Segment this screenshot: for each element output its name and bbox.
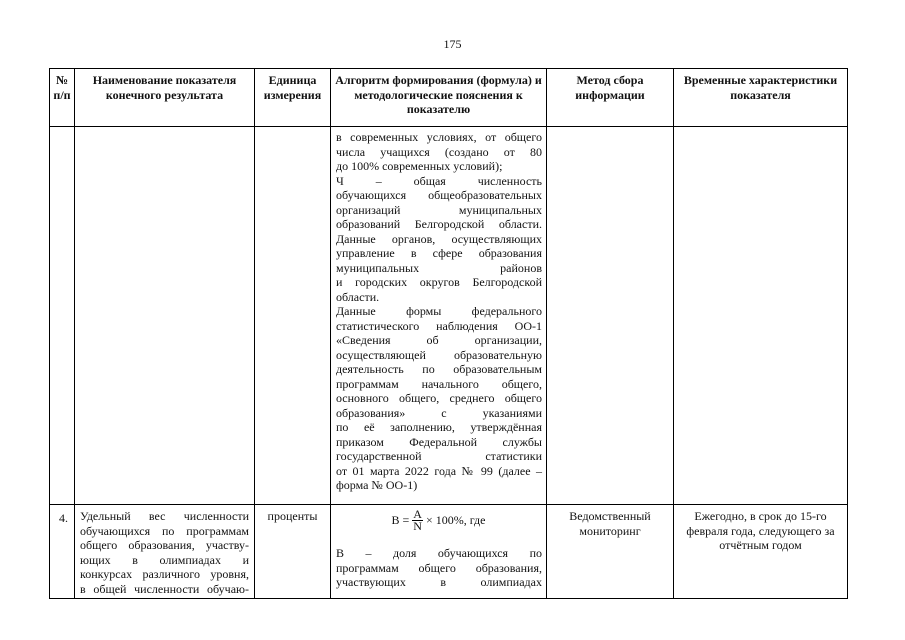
algorithm-line: программам начального общего, bbox=[336, 376, 542, 391]
row4-method: Ведомственный мониторинг bbox=[547, 505, 674, 599]
continued-num-cell bbox=[50, 127, 75, 505]
algorithm-line: «Сведения об организации, bbox=[336, 333, 542, 347]
page-number: 175 bbox=[443, 37, 462, 51]
formula-lhs: B = bbox=[391, 513, 410, 528]
algorithm-line: основного общего, среднего общего bbox=[336, 391, 542, 405]
table-row-continued bbox=[50, 127, 848, 505]
row4-algorithm-cell bbox=[331, 505, 547, 599]
algorithm-line: муниципальных районов bbox=[336, 260, 542, 275]
formula-denominator: N bbox=[413, 519, 422, 533]
row4-num: 4. bbox=[50, 505, 75, 599]
algorithm-line: области. bbox=[336, 289, 380, 304]
header-num: № п/п bbox=[50, 69, 75, 127]
algorithm-line: Ч – общая численность bbox=[336, 173, 542, 188]
row4-formula bbox=[331, 505, 546, 538]
row4-timing: Ежегодно, в срок до 15-го февраля года, следующего за отчётным годом bbox=[674, 505, 848, 599]
algorithm-line: обучающихся общеобразовательных bbox=[336, 188, 542, 202]
algorithm-line: Данные формы федерального bbox=[336, 304, 542, 318]
header-algorithm: Алгоритм формирования (формула) и методологические пояснения к показателю bbox=[331, 69, 547, 127]
header-unit: Единица измерения bbox=[255, 69, 331, 127]
algorithm-line: деятельность по образовательным bbox=[336, 362, 542, 376]
algorithm-line: управление в сфере образования bbox=[336, 246, 542, 260]
row4-name-cell bbox=[75, 505, 255, 599]
continued-unit-cell bbox=[255, 127, 331, 505]
algorithm-line: участвующих в олимпиадах bbox=[336, 575, 542, 589]
formula-fraction bbox=[412, 509, 423, 532]
row4-name-text bbox=[80, 509, 249, 596]
formula-numerator: A bbox=[413, 507, 422, 521]
formula-rhs: × 100%, где bbox=[425, 513, 486, 528]
table-header-row bbox=[50, 69, 848, 127]
continued-method-cell bbox=[547, 127, 674, 505]
row4-unit: проценты bbox=[255, 505, 331, 599]
name-line: обучающихся по программам bbox=[80, 523, 249, 538]
algorithm-line: по её заполнению, утверждённая bbox=[336, 420, 542, 434]
algorithm-line: числа учащихся (создано от 80 bbox=[336, 144, 542, 159]
algorithm-line: статистического наблюдения ОО-1 bbox=[336, 318, 542, 333]
algorithm-line: от 01 марта 2022 года № 99 (далее – bbox=[336, 463, 542, 478]
continued-algorithm-cell bbox=[331, 127, 547, 505]
algorithm-line: до 100% современных условий); bbox=[336, 159, 503, 173]
continued-name-cell bbox=[75, 127, 255, 505]
algorithm-line: программам общего образования, bbox=[336, 560, 542, 575]
name-line: конкурсах различного уровня, bbox=[80, 567, 249, 581]
indicator-table bbox=[49, 68, 848, 599]
algorithm-line: приказом Федеральной службы bbox=[336, 434, 542, 449]
algorithm-line: в современных условиях, от общего bbox=[336, 130, 542, 144]
algorithm-line: образования» с указаниями bbox=[336, 405, 542, 420]
algorithm-line: образований Белгородской области. bbox=[336, 217, 542, 231]
header-method: Метод сбора информации bbox=[547, 69, 674, 127]
algorithm-line: форма № ОО-1) bbox=[336, 478, 418, 492]
continued-algorithm-text bbox=[331, 130, 546, 493]
name-line: ющих в олимпиадах и bbox=[80, 552, 249, 567]
algorithm-line: государственной статистики bbox=[336, 449, 542, 463]
row4-algorithm-text bbox=[331, 546, 546, 590]
table-row-4 bbox=[50, 505, 848, 599]
continued-timing-cell bbox=[674, 127, 848, 505]
algorithm-line: осуществляющей образовательную bbox=[336, 347, 542, 362]
header-name: Наименование показателя конечного результата bbox=[75, 69, 255, 127]
algorithm-line: Данные органов, осуществляющих bbox=[336, 231, 542, 246]
algorithm-line: и городских округов Белгородской bbox=[336, 275, 542, 289]
name-line: Удельный вес численности bbox=[80, 509, 249, 523]
algorithm-line: организаций муниципальных bbox=[336, 202, 542, 217]
algorithm-line: B – доля обучающихся по bbox=[336, 546, 542, 560]
header-timing: Временные характеристики показателя bbox=[674, 69, 848, 127]
name-line: в общей численности обучаю- bbox=[80, 581, 249, 596]
name-line: общего образования, участву- bbox=[80, 538, 249, 552]
